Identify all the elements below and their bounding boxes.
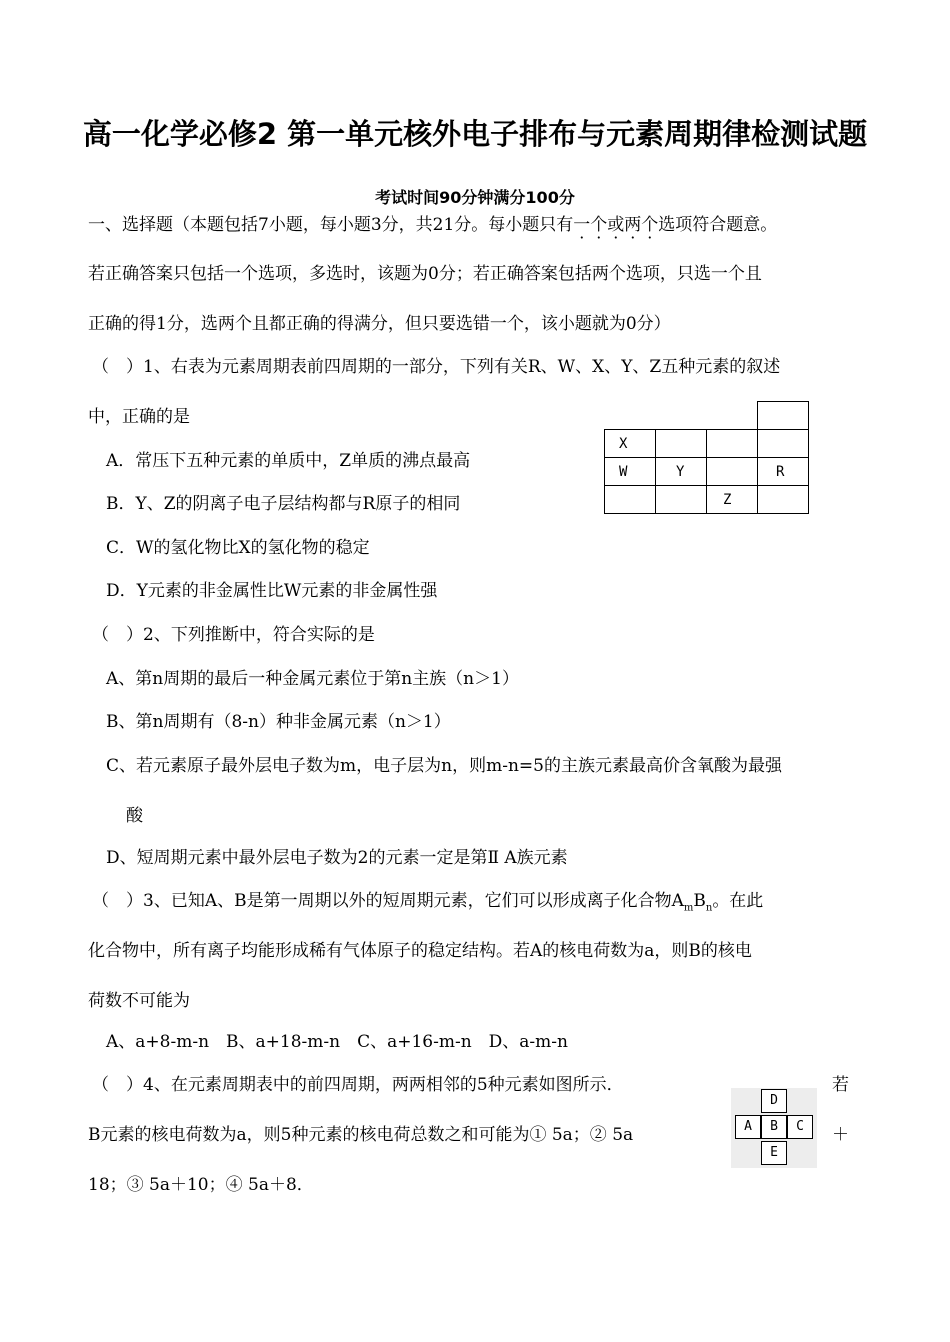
q3-stem-line3: 荷数不可能为 xyxy=(88,991,190,1011)
q4-stem-line1-end: 若 xyxy=(832,1075,849,1095)
section-instructions-line1: 一、选择题（本题包括7小题，每小题3分，共21分。每小题只有一个或两个选项符合题意。 xyxy=(88,215,778,235)
table-cell xyxy=(656,486,707,514)
q3-stem-line2: 化合物中，所有离子均能形成稀有气体原子的稳定结构。若A的核电荷数为a，则B的核电 xyxy=(88,941,752,961)
q2-option-c-line1: C、若元素原子最外层电子数为m，电子层为n，则m-n=5的主族元素最高价含氧酸为最强 xyxy=(106,756,782,776)
element-cross-figure xyxy=(731,1088,817,1168)
table-cell-w: W xyxy=(605,458,656,486)
q1-stem-line1: （ ）1、右表为元素周期表前四周期的一部分，下列有关R、W、X、Y、Z五种元素的叙述 xyxy=(92,357,781,377)
q2-option-d: D、短周期元素中最外层电子数为2的元素一定是第Ⅱ A族元素 xyxy=(106,848,568,868)
q2-option-c-line2: 酸 xyxy=(126,806,143,826)
q4-stem-line2-end: ＋ xyxy=(832,1125,849,1145)
emphasis-char: 或 xyxy=(607,215,625,235)
section-instructions-line2: 若正确答案只包括一个选项，多选时，该题为0分；若正确答案包括两个选项，只选一个且 xyxy=(88,264,762,284)
periodic-table-fragment xyxy=(604,401,809,514)
table-cell xyxy=(656,430,707,458)
table-cell-x: X xyxy=(605,430,656,458)
q2-option-b: B、第n周期有（8-n）种非金属元素（n＞1） xyxy=(106,712,451,732)
q1-option-c: C．W的氢化物比X的氢化物的稳定 xyxy=(106,538,370,558)
exam-info: 考试时间90分钟满分100分 xyxy=(375,188,575,207)
cross-cell-b: B xyxy=(761,1115,787,1139)
q4-stem-line3: 18；③ 5a＋10；④ 5a＋8． xyxy=(88,1175,314,1195)
q3-stem-line1: （ ）3、已知A、B是第一周期以外的短周期元素，它们可以形成离子化合物$A_mB_n$。在此 xyxy=(92,891,764,914)
q3-options: A、a+8-m-n B、a+18-m-n C、a+16-m-n D、a-m-n xyxy=(106,1032,568,1052)
q1-option-b: B．Y、Z的阴离子电子层结构都与R原子的相同 xyxy=(106,494,461,514)
q4-stem-line1: （ ）4、在元素周期表中的前四周期，两两相邻的5种元素如图所示． xyxy=(92,1075,624,1095)
table-cell-y: Y xyxy=(656,458,707,486)
table-cell xyxy=(707,458,758,486)
cross-cell-a: A xyxy=(735,1115,761,1139)
cross-cell-d: D xyxy=(761,1089,787,1113)
table-cell-z: Z xyxy=(707,486,758,514)
table-cell xyxy=(758,486,809,514)
emphasis-char: 个 xyxy=(641,215,659,235)
q1-option-a: A．常压下五种元素的单质中，Z单质的沸点最高 xyxy=(106,451,471,471)
page-title: 高一化学必修2 第一单元核外电子排布与元素周期律检测试题 xyxy=(82,117,868,151)
q4-stem-line2: B元素的核电荷数为a，则5种元素的核电荷总数之和可能为① 5a；② 5a xyxy=(88,1125,634,1145)
table-cell xyxy=(758,402,809,430)
section-instructions-line3: 正确的得1分，选两个且都正确的得满分，但只要选错一个，该小题就为0分） xyxy=(88,314,671,334)
emphasis-char: 一 xyxy=(573,215,591,235)
emphasis-char: 个 xyxy=(590,215,608,235)
q2-option-a: A、第n周期的最后一种金属元素位于第n主族（n＞1） xyxy=(106,669,519,689)
table-cell-r: R xyxy=(758,458,809,486)
emphasis-char: 两 xyxy=(624,215,642,235)
cross-cell-c: C xyxy=(787,1115,813,1139)
table-cell xyxy=(707,430,758,458)
q2-stem: （ ）2、下列推断中，符合实际的是 xyxy=(92,625,375,645)
table-cell xyxy=(758,430,809,458)
q1-option-d: D．Y元素的非金属性比W元素的非金属性强 xyxy=(106,581,438,601)
q1-stem-line2: 中，正确的是 xyxy=(88,407,190,427)
table-cell xyxy=(605,486,656,514)
cross-cell-e: E xyxy=(761,1141,787,1165)
